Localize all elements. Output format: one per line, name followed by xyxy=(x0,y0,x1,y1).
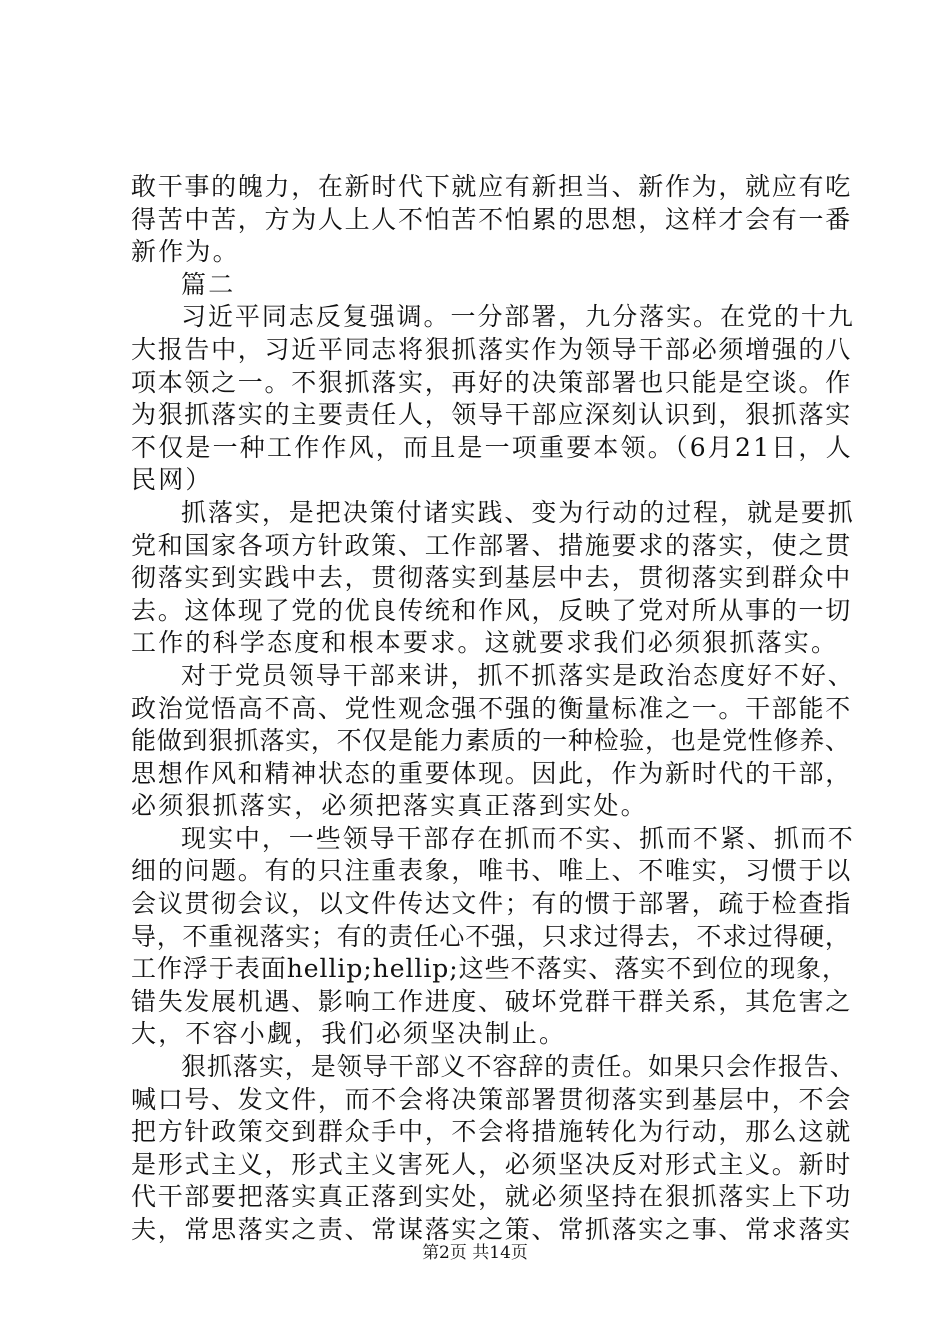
text-line: 彻落实到实践中去，贯彻落实到基层中去，贯彻落实到群众中 xyxy=(131,563,852,593)
text-line: 得苦中苦，方为人上人不怕苦不怕累的思想，这样才会有一番 xyxy=(131,204,852,234)
text-line: 不仅是一种工作作风，而且是一项重要本领。（6月21日，人 xyxy=(131,432,853,462)
text-line: 现实中，一些领导干部存在抓而不实、抓而不紧、抓而不 xyxy=(181,823,855,853)
text-line: 民网） xyxy=(131,465,213,495)
text-line: 把方针政策交到群众手中，不会将措施转化为行动，那么这就 xyxy=(131,1117,852,1147)
text-line: 思想作风和精神状态的重要体现。因此，作为新时代的干部， xyxy=(131,758,852,788)
text-line: 细的问题。有的只注重表象，唯书、唯上、不唯实，习惯于以 xyxy=(131,856,852,886)
text-line: 必须狠抓落实，必须把落实真正落到实处。 xyxy=(131,791,648,821)
text-line: 夫，常思落实之责、常谋落实之策、常抓落实之事、常求落实 xyxy=(131,1215,852,1244)
text-line: 敢干事的魄力，在新时代下就应有新担当、新作为，就应有吃 xyxy=(131,172,852,201)
text-line: 去。这体现了党的优良传统和作风，反映了党对所从事的一切 xyxy=(131,595,852,625)
text-line: 抓落实，是把决策付诸实践、变为行动的过程，就是要抓 xyxy=(181,497,855,527)
text-line: 习近平同志反复强调。一分部署，九分落实。在党的十九 xyxy=(181,302,855,332)
text-line: 篇二 xyxy=(181,269,236,299)
text-line: 能做到狠抓落实，不仅是能力素质的一种检验，也是党性修养、 xyxy=(131,726,851,756)
text-line: 狠抓落实，是领导干部义不容辞的责任。如果只会作报告、 xyxy=(181,1052,856,1082)
text-line: 导，不重视落实；有的责任心不强，只求过得去，不求过得硬， xyxy=(131,921,851,951)
text-line: 会议贯彻会议，以文件传达文件；有的惯于部署，疏于检查指 xyxy=(131,889,852,919)
text-line: 党和国家各项方针政策、工作部署、措施要求的落实，使之贯 xyxy=(131,530,852,560)
text-line: 大，不容小觑，我们必须坚决制止。 xyxy=(131,1019,567,1049)
text-line: 错失发展机遇、影响工作进度、破坏党群干群关系，其危害之 xyxy=(131,986,852,1016)
text-line: 大报告中，习近平同志将狠抓落实作为领导干部必须增强的八 xyxy=(131,334,852,364)
text-line: 代干部要把落实真正落到实处，就必须坚持在狠抓落实上下功 xyxy=(131,1182,852,1212)
text-line: 工作的科学态度和根本要求。这就要求我们必须狠抓落实。 xyxy=(131,628,839,658)
page-number-footer: 第2页 共14页 xyxy=(422,1243,528,1263)
text-line: 项本领之一。不狠抓落实，再好的决策部署也只能是空谈。作 xyxy=(131,367,852,397)
text-line: 工作浮于表面hellip;hellip;这些不落实、落实不到位的现象， xyxy=(131,954,848,984)
text-line: 是形式主义，形式主义害死人，必须坚决反对形式主义。新时 xyxy=(131,1149,852,1179)
text-line: 新作为。 xyxy=(131,237,240,267)
text-line: 为狠抓落实的主要责任人，领导干部应深刻认识到，狠抓落实 xyxy=(131,400,852,430)
text-line: 对于党员领导干部来讲，抓不抓落实是政治态度好不好、 xyxy=(181,660,855,690)
document-body xyxy=(131,171,856,1247)
text-line: 喊口号、发文件，而不会将决策部署贯彻落实到基层中，不会 xyxy=(131,1084,852,1114)
text-line: 政治觉悟高不高、党性观念强不强的衡量标准之一。干部能不 xyxy=(131,693,852,723)
